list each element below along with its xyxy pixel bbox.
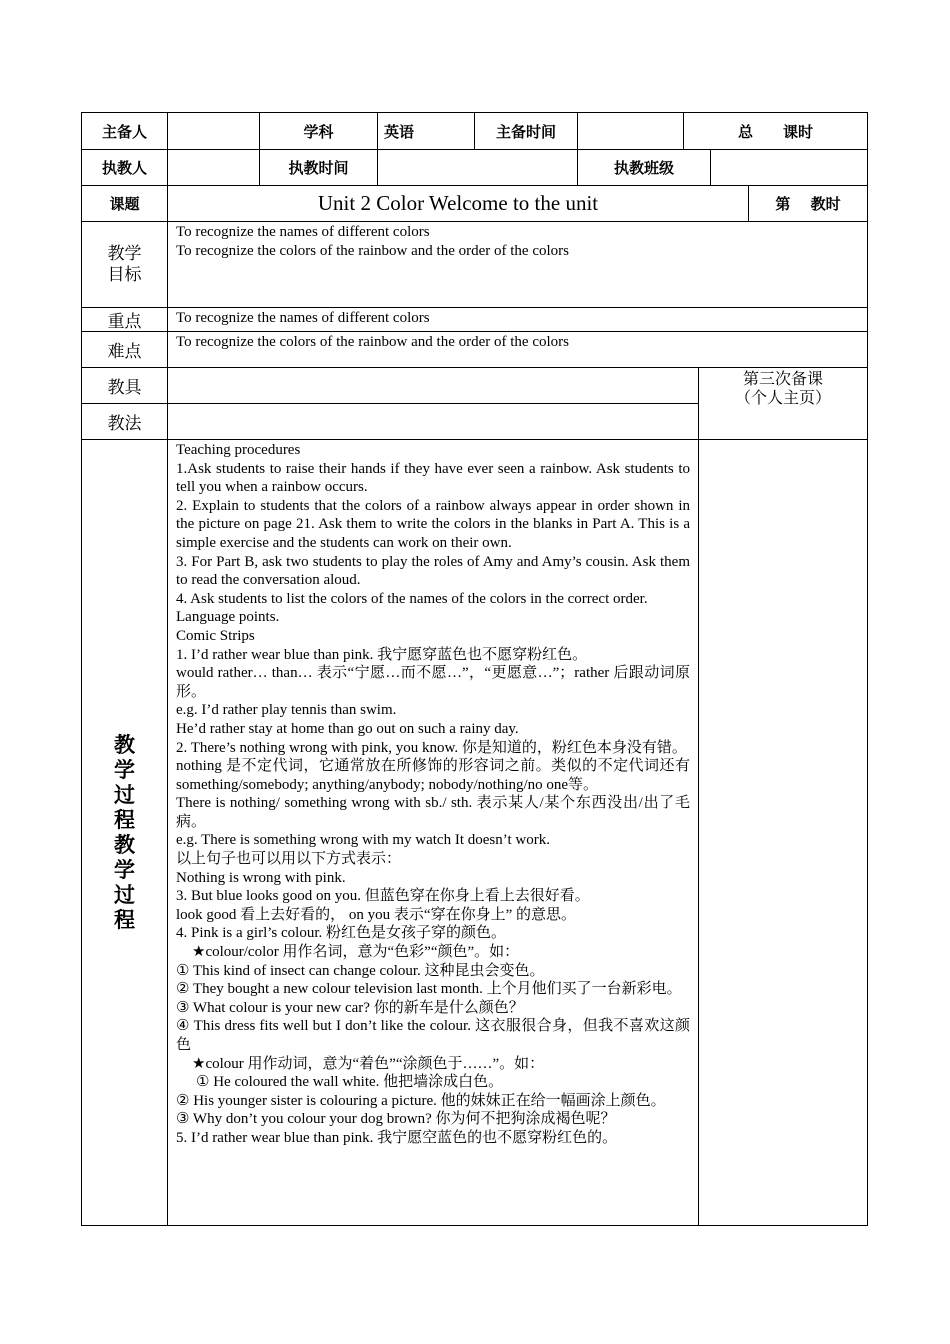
class-value (710, 149, 868, 186)
key-text: To recognize the names of different colors (167, 307, 868, 332)
process-notes-cell (698, 439, 868, 1226)
topic-label: 课题 (81, 185, 168, 222)
difficulty-text: To recognize the colors of the rainbow and the order of the colors (167, 331, 868, 368)
process-line: Comic Strips (176, 627, 255, 644)
objective-item: To recognize the colors of the rainbow and the order of the colors (176, 242, 569, 259)
lesson-plan-table (81, 112, 868, 1226)
teach-time-label: 执教时间 (259, 149, 378, 186)
process-line: ★colour 用作动词，意为“着色”“涂颜色于……”。如： (192, 1055, 545, 1072)
teach-time-value (377, 149, 578, 186)
process-text (167, 439, 699, 1226)
process-label: 教学过程教学过程 (114, 732, 135, 932)
process-line: nothing 是不定代词，它通常放在所修饰的形容词之前。类似的不定代词还有 something/somebody; anything/anybody; nobody/nothing/no one等。 (176, 758, 690, 793)
objectives-label: 教学目标 (81, 221, 168, 308)
process-label-cell (81, 439, 168, 1226)
process-line: ① He coloured the wall white. 他把墙涂成白色。 (196, 1074, 504, 1091)
process-line: ★colour/color 用作名词，意为“色彩”“颜色”。如： (192, 944, 520, 961)
process-line: ② They bought a new colour television last month. 上个月他们买了一台新彩电。 (176, 981, 682, 998)
preparer-label: 主备人 (81, 112, 168, 150)
process-line: 4. Ask students to list the colors of the names of the colors in the correct order. (176, 590, 648, 607)
preparer-value (167, 112, 260, 150)
difficulty-label: 难点 (81, 331, 168, 368)
process-line: 2. There’s nothing wrong with pink, you know. 你是知道的，粉红色本身没有错。 (176, 739, 687, 756)
process-line: e.g. I’d rather play tennis than swim. (176, 702, 397, 719)
process-line: 3. For Part B, ask two students to play the roles of Amy and Amy’s cousin. Ask them to read the conversation aloud. (176, 553, 690, 589)
process-line: would rather… than… 表示“宁愿…而不愿…”，“更愿意…”；rather 后跟动词原形。 (176, 665, 690, 700)
period-label: 第 教时 (748, 185, 868, 222)
process-line: 1. I’d rather wear blue than pink. 我宁愿穿蓝色也不愿穿粉红色。 (176, 646, 588, 663)
process-line: look good 看上去好看的， on you 表示“穿在你身上” 的意思。 (176, 906, 576, 923)
subject-label: 学科 (259, 112, 378, 150)
process-line: There is nothing/ something wrong with sb./ sth. 表示某人/某个东西没出/出了毛病。 (176, 795, 690, 830)
prep-time-value (577, 112, 684, 150)
subject-value: 英语 (377, 112, 475, 150)
process-line: He’d rather stay at home than go out on such a rainy day. (176, 720, 519, 737)
process-line: Teaching procedures (176, 442, 301, 458)
process-line: ① This kind of insect can change colour. 这种昆虫会变色。 (176, 962, 545, 979)
process-line: ② His younger sister is colouring a picture. 他的妹妹正在给一幅画涂上颜色。 (176, 1092, 666, 1109)
method-label: 教法 (81, 403, 168, 440)
process-line: 以上句子也可以用以下方式表示： (176, 851, 402, 868)
prep-time-label: 主备时间 (474, 112, 578, 150)
teacher-value (167, 149, 260, 186)
process-line: 3. But blue looks good on you. 但蓝色穿在你身上看上去很好看。 (176, 888, 590, 905)
method-value (167, 403, 699, 440)
objectives-text (167, 221, 868, 308)
process-line: Nothing is wrong with pink. (176, 869, 346, 886)
total-hours-label: 总 课时 (683, 112, 868, 150)
process-line: e.g. There is something wrong with my watch It doesn’t work. (176, 832, 550, 849)
third-prep-note: 第三次备课 （个人主页） (698, 367, 868, 440)
process-line: ③ What colour is your new car? 你的新车是什么颜色？ (176, 999, 524, 1016)
process-line: 5. I’d rather wear blue than pink. 我宁愿空蓝色的也不愿穿粉红色的。 (176, 1129, 618, 1146)
process-line: 4. Pink is a girl’s colour. 粉红色是女孩子穿的颜色。 (176, 925, 507, 942)
process-line: ③ Why don’t you colour your dog brown? 你为何不把狗涂成褐色呢？ (176, 1111, 616, 1128)
topic-value: Unit 2 Color Welcome to the unit (167, 185, 749, 222)
process-line: Language points. (176, 609, 280, 626)
tools-label: 教具 (81, 367, 168, 404)
process-line: 2. Explain to students that the colors of a rainbow always appear in order shown in the picture on page 21. Ask them to write the colors in the blanks in Part A. This is a simple exercise and the students can work on their own. (176, 497, 690, 551)
tools-value (167, 367, 699, 404)
class-label: 执教班级 (577, 149, 711, 186)
key-label: 重点 (81, 307, 168, 332)
objective-item: To recognize the names of different colors (176, 224, 430, 240)
process-line: ④ This dress fits well but I don’t like the colour. 这衣服很合身，但我不喜欢这颜色 (176, 1018, 690, 1053)
process-line: 1.Ask students to raise their hands if they have ever seen a rainbow. Ask students to tell you when a rainbow occurs. (176, 460, 690, 496)
teacher-label: 执教人 (81, 149, 168, 186)
